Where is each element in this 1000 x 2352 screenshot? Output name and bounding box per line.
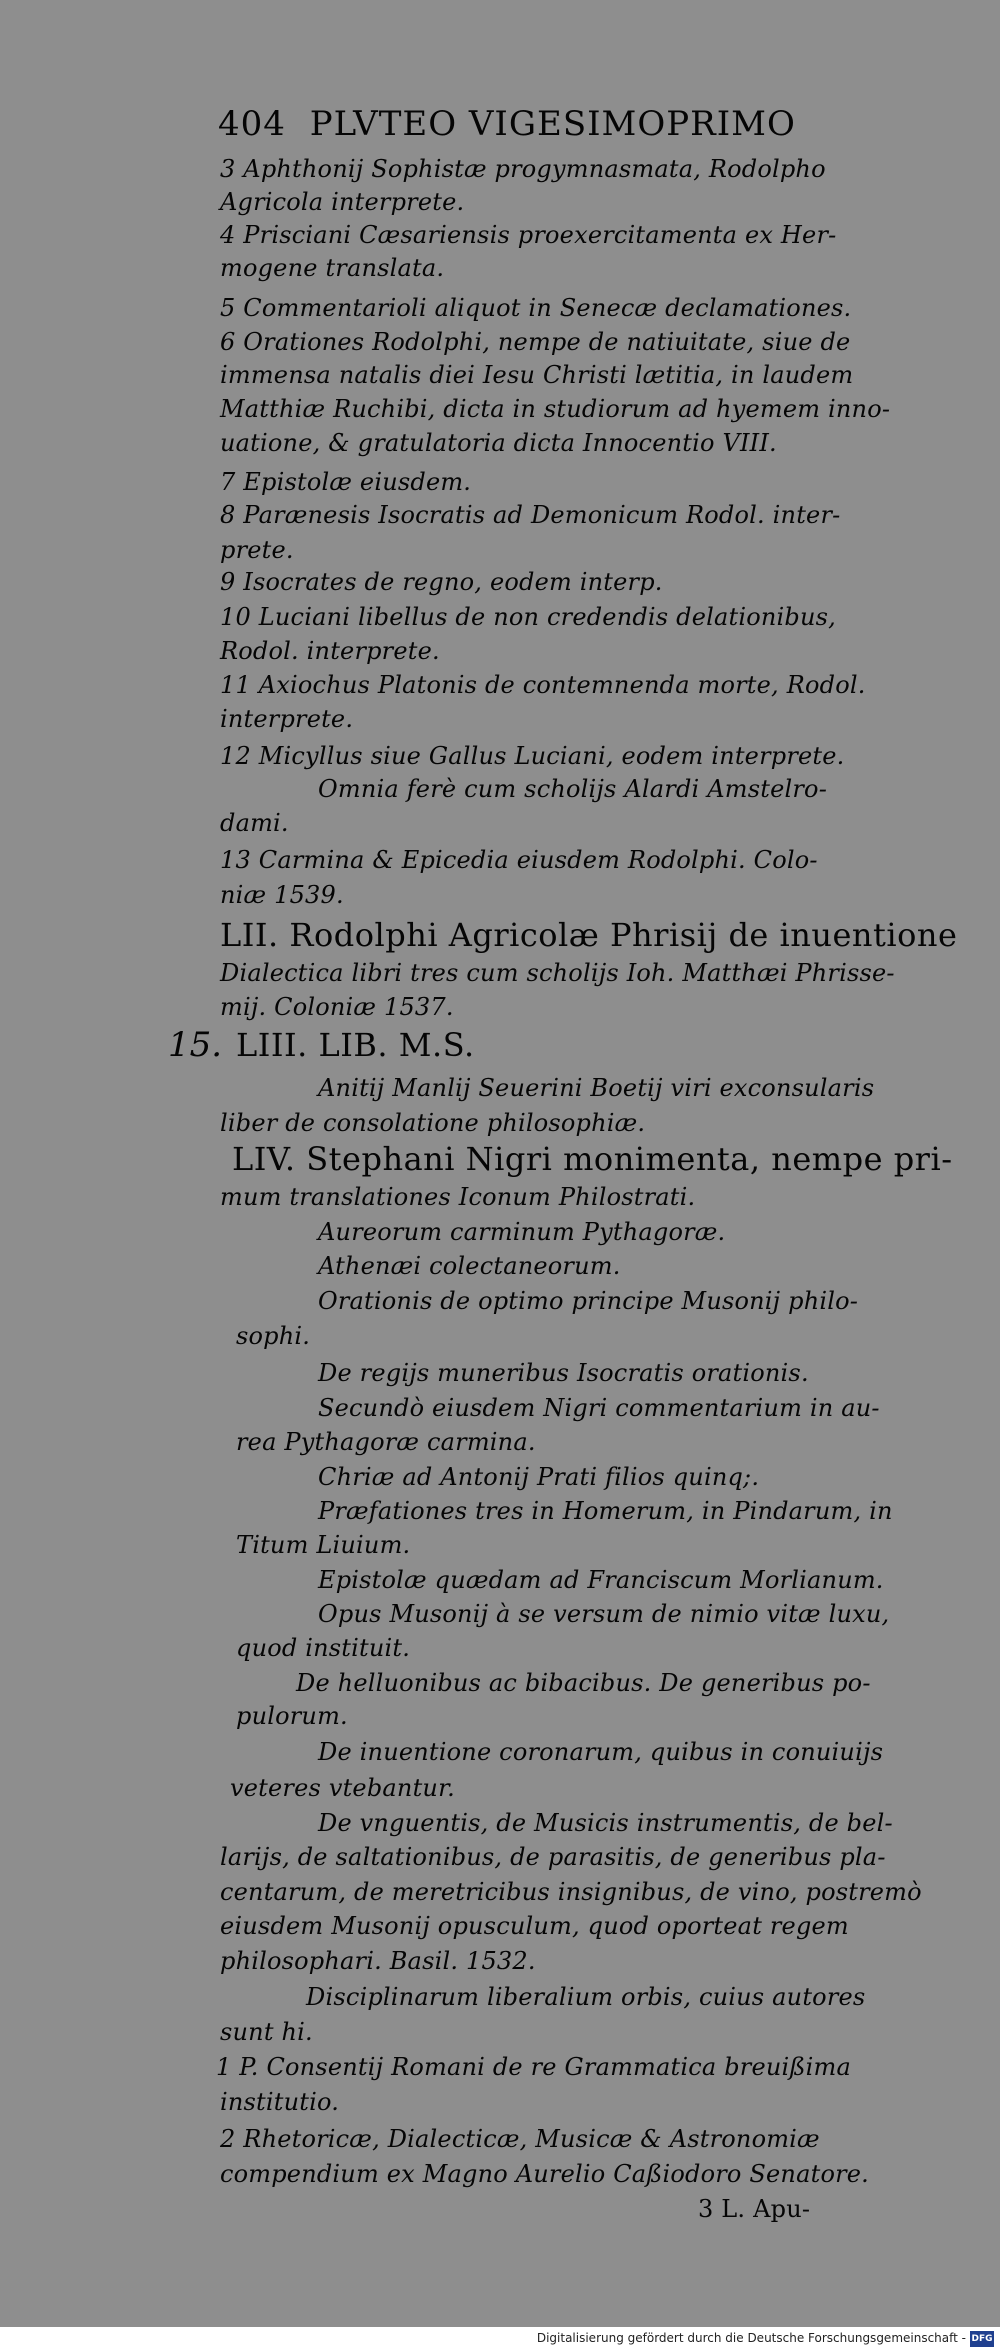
text-line: 5 Commentarioli aliquot in Senecæ declamationes. [220, 294, 852, 322]
text-line: Præfationes tres in Homerum, in Pindarum, in [318, 1497, 893, 1525]
page-header [218, 104, 796, 144]
text-line: Aureorum carminum Pythagoræ. [318, 1218, 726, 1246]
text-line: immensa natalis diei Iesu Christi lætitia, in laudem [220, 361, 854, 389]
text-line: niæ 1539. [220, 881, 344, 909]
text-line: 2 Rhetoricæ, Dialecticæ, Musicæ & Astronomiæ [220, 2125, 820, 2153]
text-line: Agricola interprete. [220, 188, 465, 216]
text-line: 3 Aphthonij Sophistæ progymnasmata, Rodolpho [220, 155, 826, 183]
text-line: liber de consolatione philosophiæ. [220, 1109, 646, 1137]
text-line: 7 Epistolæ eiusdem. [220, 468, 472, 496]
text-line: Athenæi colectaneorum. [318, 1252, 621, 1280]
text-line: mogene translata. [220, 254, 445, 282]
digitization-footer [0, 2327, 1000, 2352]
text-line: Rodol. interprete. [220, 637, 440, 665]
text-line: De vnguentis, de Musicis instrumentis, de bel- [318, 1809, 893, 1837]
catalog-entry-heading: LIII. LIB. M.S. [236, 1026, 475, 1064]
catalog-entry-heading: LII. Rodolphi Agricolæ Phrisij de inuentione [220, 916, 958, 954]
dfg-logo: DFG [970, 2331, 994, 2347]
text-line: compendium ex Magno Aurelio Caßiodoro Senatore. [220, 2160, 869, 2188]
page-number: 404 [218, 104, 286, 144]
text-line: philosophari. Basil. 1532. [220, 1947, 536, 1975]
text-line: Omnia ferè cum scholijs Alardi Amstelro- [318, 775, 827, 803]
text-line: pulorum. [236, 1702, 348, 1730]
footer-credit: Digitalisierung gefördert durch die Deutsche Forschungsgemeinschaft - [536, 2331, 966, 2345]
text-line: Epistolæ quædam ad Franciscum Morlianum. [318, 1566, 884, 1594]
text-line: dami. [220, 809, 289, 837]
text-line: Matthiæ Ruchibi, dicta in studiorum ad hyemem inno- [220, 395, 891, 423]
text-line: quod instituit. [236, 1634, 411, 1662]
text-line: 11 Axiochus Platonis de contemnenda morte, Rodol. [220, 671, 866, 699]
text-line: Opus Musonij à se versum de nimio vitæ luxu, [318, 1600, 890, 1628]
text-line: 8 Parænesis Isocratis ad Demonicum Rodol. inter- [220, 501, 841, 529]
text-line: sunt hi. [220, 2018, 313, 2046]
text-line: 4 Prisciani Cæsariensis proexercitamenta ex Her- [220, 221, 837, 249]
text-line: centarum, de meretricibus insignibus, de vino, postremò [220, 1878, 922, 1906]
text-line: eiusdem Musonij opusculum, quod oporteat regem [220, 1912, 849, 1940]
text-line: Disciplinarum liberalium orbis, cuius autores [306, 1983, 866, 2011]
running-title: PLVTEO VIGESIMOPRIMO [309, 104, 796, 144]
text-line: 12 Micyllus siue Gallus Luciani, eodem interprete. [220, 742, 845, 770]
text-line: sophi. [236, 1322, 311, 1350]
text-line: De inuentione coronarum, quibus in conuiuijs [318, 1738, 884, 1766]
catchword: 3 L. Apu- [698, 2195, 811, 2223]
text-line: Orationis de optimo principe Musonij philo- [318, 1287, 859, 1315]
text-line: De helluonibus ac bibacibus. De generibus po- [296, 1669, 871, 1697]
margin-note: 15. [168, 1025, 223, 1065]
text-line: 10 Luciani libellus de non credendis delationibus, [220, 603, 836, 631]
text-line: 6 Orationes Rodolphi, nempe de natiuitate, siue de [220, 328, 851, 356]
text-line: institutio. [220, 2088, 340, 2116]
text-line: 13 Carmina & Epicedia eiusdem Rodolphi. Colo- [220, 846, 818, 874]
text-line: Titum Liuium. [236, 1531, 411, 1559]
text-line: 9 Isocrates de regno, eodem interp. [220, 568, 663, 596]
text-line: De regijs muneribus Isocratis orationis. [318, 1359, 809, 1387]
text-line: mum translationes Iconum Philostrati. [220, 1183, 696, 1211]
text-line: 1 P. Consentij Romani de re Grammatica breuißima [216, 2053, 851, 2081]
text-line: Secundò eiusdem Nigri commentarium in au- [318, 1394, 880, 1422]
text-line: veteres vtebantur. [230, 1774, 455, 1802]
text-line: Chriæ ad Antonij Prati filios quinq;. [318, 1463, 760, 1491]
text-line: uatione, & gratulatoria dicta Innocentio VIII. [220, 429, 777, 457]
text-line: rea Pythagoræ carmina. [236, 1428, 536, 1456]
text-line: larijs, de saltationibus, de parasitis, de generibus pla- [220, 1843, 886, 1871]
text-line: Anitij Manlij Seuerini Boetij viri exconsularis [318, 1074, 875, 1102]
text-line: interprete. [220, 705, 354, 733]
text-line: mij. Coloniæ 1537. [220, 993, 454, 1021]
catalog-entry-heading: LIV. Stephani Nigri monimenta, nempe pri- [232, 1140, 953, 1178]
text-line: prete. [220, 536, 294, 564]
text-line: Dialectica libri tres cum scholijs Ioh. Matthæi Phrissе- [220, 959, 895, 987]
